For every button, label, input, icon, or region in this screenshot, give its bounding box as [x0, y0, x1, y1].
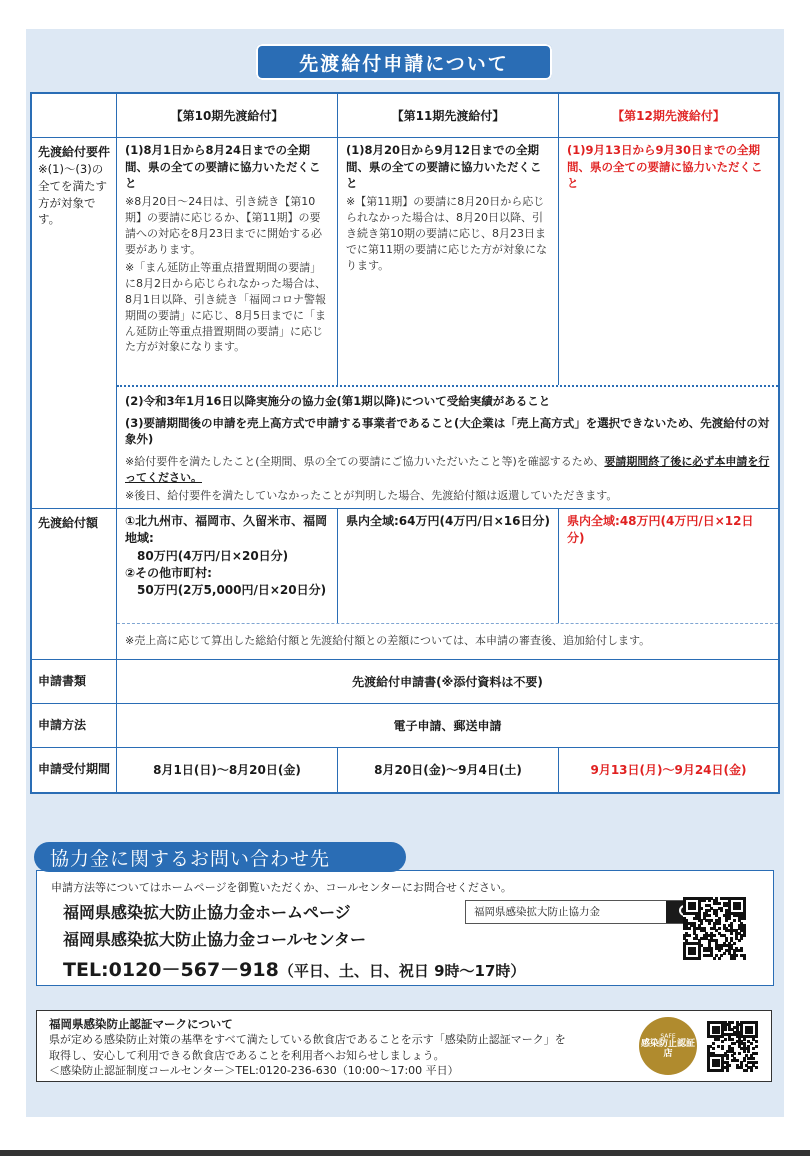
amount-10-area-2: ②その他市町村: [125, 566, 212, 580]
search-box[interactable] [465, 900, 707, 924]
certification-body [49, 1032, 639, 1079]
qr-module [743, 917, 746, 920]
amount-11-cell: 県内全域:64万円(4万円/日×16日分) [338, 509, 559, 623]
qr-module [745, 1069, 748, 1072]
qr-module [755, 1052, 758, 1055]
qr-module [725, 919, 728, 922]
homepage-qr-code[interactable] [683, 897, 745, 959]
requirement-10-note-2: ※「まん延防止等重点措置期間の要請」に8月2日から応じられなかった場合は、8月1日以降、引き続き「福岡コロナ警報期間の要請」に応じ、8月5日までに「まん延防止等重点措置期間の要請」に応じた方が対象になります。 [125, 260, 326, 354]
certification-title: 福岡県感染防止認証マークについて [49, 1017, 233, 1031]
qr-module [743, 957, 746, 960]
requirement-12-cell [559, 138, 778, 385]
qr-module [740, 949, 743, 952]
qr-module [726, 1057, 729, 1060]
qr-module [718, 957, 721, 960]
contact-box [36, 870, 774, 986]
requirement-12-main: (1)9月13日から9月30日までの全期間、県の全ての要請に協力いただくこと [567, 143, 763, 191]
requirement-3: (3)要請期間後の申請を売上高方式で申請する事業者であること(大企業は「売上高方式」を選択できないため、先渡給付の対象外) [125, 415, 770, 447]
header-period-11: 【第11期先渡給付】 [338, 94, 559, 137]
qr-module [750, 1069, 753, 1072]
table-header-row [32, 94, 778, 138]
requirement-11-cell [338, 138, 559, 385]
requirement-10-cell [117, 138, 338, 385]
requirement-11-main: (1)8月20日から9月12日までの全期間、県の全ての要請に協力いただくこと [346, 143, 542, 191]
seal-main-text: 感染防止認証店 [640, 1038, 695, 1059]
certification-line-2: 取得し、安心して利用できる飲食店であることを利用者へお知らせしましょう。 [49, 1048, 445, 1062]
requirement-11-note: ※【第11期】の要請に8月20日から応じられなかった場合は、8月20日以降、引き続き第10期の要請に応じ、8月23日までに第11期の要請に応じた方が対象になります。 [346, 195, 547, 272]
header-empty-cell [32, 94, 117, 137]
callcenter-name: 福岡県感染拡大防止協力金コールセンター [63, 930, 367, 949]
homepage-name[interactable]: 福岡県感染拡大防止協力金ホームページ [63, 903, 351, 922]
documents-row [32, 660, 778, 704]
header-period-12: 【第12期先渡給付】 [612, 109, 725, 123]
requirement-note-a-text: ※給付要件を満たしたこと(全期間、県の全ての要請にご協力いただいたこと等)を確認するため、 [125, 455, 605, 469]
qr-module [698, 957, 701, 960]
requirements-row [32, 138, 778, 509]
amount-12-value: 48万円(4万円/日×12日分) [567, 513, 754, 546]
qr-module [733, 1042, 736, 1045]
qr-module [708, 922, 711, 925]
qr-module [755, 1040, 758, 1043]
qr-module [731, 1038, 734, 1041]
certification-qr-code[interactable] [707, 1021, 757, 1071]
period-label: 申請受付期間 [32, 748, 117, 792]
method-row [32, 704, 778, 748]
requirement-note-a-underlined: 要請期間終了後に必ず本申請を行ってください。 [125, 455, 770, 484]
period-12: 9月13日(月)～9月24日(金) [590, 763, 747, 778]
qr-module [752, 1047, 755, 1050]
amount-10-cell [117, 509, 338, 623]
qr-module [733, 957, 736, 960]
amount-note: ※売上高に応じて算出した総給付額と先渡給付額との差額については、本申請の審査後、追加給付します。 [117, 623, 778, 659]
qr-module [743, 1050, 746, 1053]
documents-value: 先渡給付申請書(※添付資料は不要) [352, 674, 543, 689]
qr-module [738, 1052, 741, 1055]
requirements-period-cells [117, 138, 778, 385]
qr-module [752, 1057, 755, 1060]
requirement-note-b: ※後日、給付要件を満たしていなかったことが判明した場合、先渡給付額は返還していただきます。 [125, 488, 618, 502]
page-title: 先渡給付申請について [256, 44, 552, 80]
qr-module [688, 934, 691, 937]
qr-module [708, 899, 711, 902]
bottom-border [0, 1150, 810, 1156]
qr-module [730, 932, 733, 935]
qr-module [736, 1059, 739, 1062]
qr-module [721, 1047, 724, 1050]
amount-row [32, 509, 778, 660]
period-row [32, 748, 778, 792]
requirement-10-main: (1)8月1日から8月24日までの全期間、県の全ての要請に協力いただくこと [125, 143, 321, 191]
qr-module [693, 952, 696, 955]
qr-module [717, 1038, 720, 1041]
telephone-number[interactable]: TEL:0120－567－918 [63, 959, 279, 981]
certification-line-1: 県が定める感染防止対策の基準をすべて満たしている飲食店であることを示す「感染防止認証マーク」を [49, 1033, 566, 1046]
requirement-10-note-1: ※8月20日～24日は、引き続き【第10期】の要請に応じるか、【第11期】の要請への対応を8月23日までに開始する必要があります。 [125, 195, 322, 256]
qr-module [718, 902, 721, 905]
qr-module [755, 1066, 758, 1069]
common-requirements [117, 385, 778, 508]
amount-10-value-2: 50万円(2万5,000円/日×20日分) [137, 583, 327, 598]
qr-module [726, 1069, 729, 1072]
amount-12-area: 県内全域: [567, 513, 620, 528]
qr-module [721, 1069, 724, 1072]
contact-heading: 協力金に関するお問い合わせ先 [34, 842, 406, 872]
qr-module [717, 1045, 720, 1048]
amount-10-value-1: 80万円(4万円/日×20日分) [137, 548, 289, 563]
requirements-label [32, 138, 117, 508]
certification-box [36, 1010, 772, 1082]
qr-module [703, 899, 706, 902]
qr-module [717, 1031, 720, 1034]
certification-line-3: ＜感染防止認証制度コールセンター＞TEL:0120-236-630（10:00～17:00 平日） [49, 1064, 459, 1078]
qr-module [717, 1064, 720, 1067]
certification-seal [639, 1017, 697, 1075]
requirements-label-main: 先渡給付要件 [38, 145, 111, 159]
application-table [30, 92, 780, 794]
qr-module [693, 907, 696, 910]
contact-telephone [63, 955, 525, 982]
amount-label: 先渡給付額 [32, 509, 117, 659]
requirements-label-sub: ※(1)～(3)の全てを満たす方が対象です。 [38, 162, 107, 227]
requirement-2: (2)令和3年1月16日以降実施分の協力金(第1期以降)について受給実績があること [125, 394, 551, 408]
qr-module [721, 1040, 724, 1043]
amount-content [117, 509, 778, 659]
period-10: 8月1日(日)～8月20日(金) [117, 748, 338, 792]
amount-period-cells [117, 509, 778, 623]
requirements-content [117, 138, 778, 508]
header-period-10: 【第10期先渡給付】 [117, 94, 338, 137]
requirement-note-a [125, 454, 770, 486]
search-query[interactable]: 福岡県感染拡大防止協力金 [474, 906, 600, 918]
method-value: 電子申請、郵送申請 [393, 718, 502, 733]
telephone-hours: （平日、土、日、祝日 9時～17時） [278, 962, 526, 980]
qr-module [718, 922, 721, 925]
qr-module [738, 907, 741, 910]
qr-module [713, 957, 716, 960]
period-11: 8月20日(金)～9月4日(土) [338, 748, 559, 792]
documents-label: 申請書類 [32, 660, 117, 703]
qr-module [708, 914, 711, 917]
amount-12-cell [559, 509, 778, 623]
method-label: 申請方法 [32, 704, 117, 747]
qr-module [750, 1031, 753, 1034]
qr-module [720, 909, 723, 912]
qr-module [747, 1050, 750, 1053]
contact-lead: 申請方法等についてはホームページを御覧いただくか、コールセンターにお問合せください。 [51, 881, 512, 894]
qr-module [712, 1047, 715, 1050]
qr-module [718, 949, 721, 952]
qr-module [738, 939, 741, 942]
amount-10-area-1: ①北九州市、福岡市、久留米市、福岡地域: [125, 513, 328, 546]
seal-top-text: SAFE [660, 1032, 676, 1040]
qr-module [688, 927, 691, 930]
